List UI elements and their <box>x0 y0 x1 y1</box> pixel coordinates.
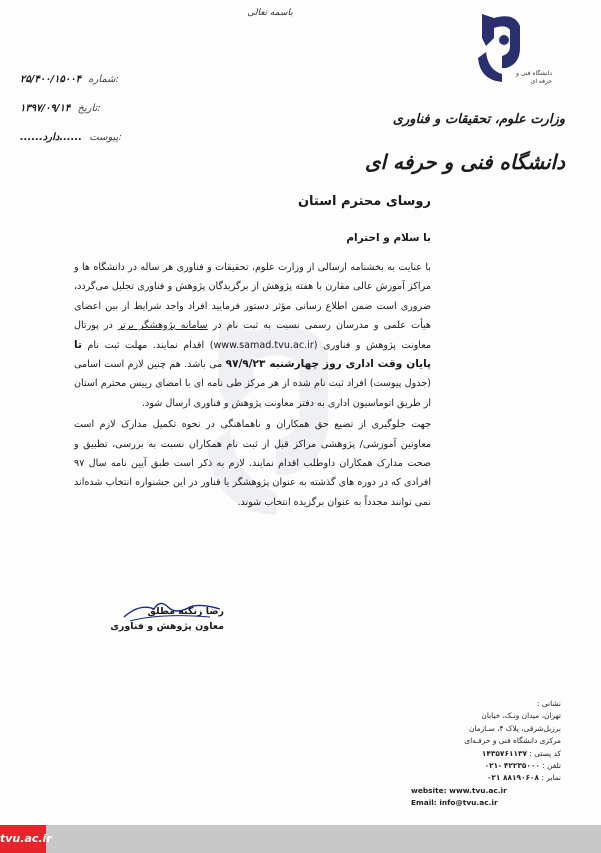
letter-greeting: با سلام و احترام <box>346 232 431 244</box>
letter-recipient: روسای محترم استان <box>297 194 431 209</box>
postal-value: ۱۴۳۵۷۶۱۱۳۷ <box>481 748 527 758</box>
letter-date-label: تاریخ: <box>77 103 101 114</box>
p1-text-c: اقدام نمایند. مهلت ثبت نام <box>87 339 205 351</box>
phone-value: ۰۲۱- ۴۲۲۳۵۰۰۰ <box>484 761 540 771</box>
paragraph-1 <box>74 258 431 413</box>
address-line-2: برزیل‌شرقی، پلاک ۴، سـازمان <box>468 723 561 733</box>
system-link-text: سامانه پژوهشگر برتر <box>117 320 208 332</box>
logo-caption: دانشگاه فنی و حرفه ای <box>515 70 552 85</box>
phone <box>411 760 561 772</box>
deadline-text: تا پایان وقت اداری روز چهارشنبه ۹۷/۹/۲۳ <box>74 338 431 371</box>
ministry-title: وزارت علوم، تحقیقات و فناوری <box>392 112 565 127</box>
website-link[interactable]: website: www.tvu.ac.ir <box>411 785 507 795</box>
address-label: نشانی : <box>537 699 561 708</box>
letter-body <box>74 258 431 514</box>
p1-text-b: در پورتال معاونت پژوهش و فناوری <box>74 320 431 351</box>
email-link[interactable]: Email: info@tvu.ac.ir <box>411 798 498 808</box>
phone-label: تلفن : <box>542 761 561 771</box>
address-line-3: مرکزی دانشگاه فنی و حرفـه‌ای <box>464 736 561 746</box>
signer-name: رضا زنگنه مطلق <box>147 606 224 617</box>
paragraph-2: جهت جلوگیری از تضیع حق همکاران و ناهماهنگی در نحوه تکمیل مدارک لازم است معاونین آموزشی/ پژوهشی مراکز قبل از ثبت نام همکاران نسبت به بررسی، تطبیق و صحت مدارک همکاران داوطلب اقدام نمایند. لازم به ذکر است طبق آیین نامه سال ۹۷ افرادی که در دوره های گذشته به عنوان پژوهشگر یا فناور در این جشنواره انتخاب شده‌اند نمی توانند مجدداً به عنوان برگزیده انتخاب شوند. <box>74 419 431 508</box>
fax-value: ۰۲۱ ۸۸۱۹۰۶۰۸ <box>486 773 540 783</box>
letter-number-label: شماره: <box>88 74 119 85</box>
letter-number-value: ۲۵/۴۰۰/۱۵۰۰۴ <box>20 74 82 85</box>
postal-label: کد پستی : <box>529 748 561 758</box>
letter-date-value: ۱۳۹۷/۰۹/۱۴ <box>20 103 71 114</box>
postal-code <box>411 748 561 760</box>
p1-text-a: با عنایت به بخشنامه ارسالی از وزارت علوم، تحقیقات و فناوری هر ساله در دانشگاه ها و مراکز آموزش عالی مقارن با هفته پژوهش از برگزیدگان پژوهش و فناوری تجلیل می‌گردد، ضروری است ضمن اطلاع رسانی مؤثر دستور فرمایید افراد واجد شرایط از بین اعضای هیأت علمی و مدرسان رسمی نسبت به ثبت نام در <box>74 262 431 332</box>
letter-attachment-label: پیوست: <box>89 132 122 143</box>
address-block <box>411 698 561 810</box>
letter-date <box>20 103 101 114</box>
signer-role: معاون پژوهش و فناوری <box>110 621 224 632</box>
letter-attachment-value: ......دارد...... <box>20 132 83 143</box>
letter-number <box>20 74 119 85</box>
address-line-1: تهران، میدان ونـک، خیابان <box>481 711 561 721</box>
portal-url: (www.samad.tvu.ac.ir) <box>209 339 318 351</box>
footer-bar <box>0 825 601 853</box>
fax <box>411 772 561 784</box>
letter-attachment <box>20 132 122 143</box>
signer-block <box>110 604 224 634</box>
footer-badge[interactable]: tvu.ac.ir <box>0 825 46 853</box>
fax-label: نمابر : <box>541 773 561 783</box>
p1-text-d: می باشد. هم چنین لازم است اسامی (جدول پیوست) افراد ثبت نام شده از هر مرکز طی نامه ای با امضای رییس محترم استان از طریق اتوماسیون اداری به دفتر معاونت پژوهش و فناوری ارسال شود. <box>74 359 431 409</box>
university-title: دانشگاه فنی و حرفه ای <box>364 150 565 174</box>
bismillah: باسمه تعالی <box>247 8 293 18</box>
